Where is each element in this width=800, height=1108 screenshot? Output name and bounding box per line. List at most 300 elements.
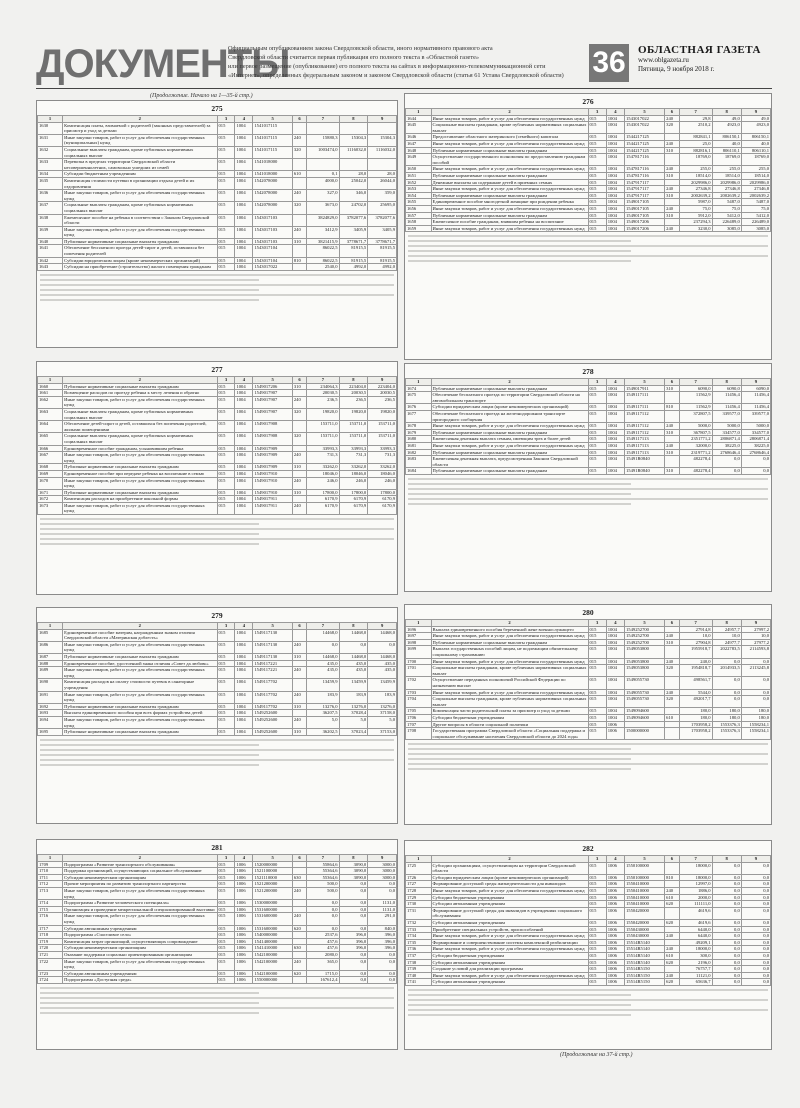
amount-cell: 2029986,0	[679, 179, 712, 186]
code-cell	[665, 199, 680, 206]
code-cell: 1004	[235, 653, 253, 660]
code-cell: 1653	[406, 186, 432, 193]
table-row	[406, 689, 771, 696]
column-number-row: 1 2 3 4 5 6 7 8 9	[406, 620, 771, 627]
code-cell: 1004	[606, 456, 624, 468]
amount-cell: 339577,0	[741, 410, 770, 422]
code-cell: 1006	[235, 861, 253, 868]
amount-cell: 153711,0	[368, 433, 397, 445]
code-cell: 1530000000	[253, 900, 292, 907]
amount-cell: 33993,3	[339, 445, 368, 452]
amount-cell: 4619,6	[679, 919, 712, 926]
table-row	[38, 159, 397, 171]
code-cell: 1549053800	[625, 665, 665, 677]
code-cell: 1004	[606, 385, 624, 392]
amount-cell: 1116032,0	[339, 146, 368, 158]
code-cell: 1631	[38, 134, 63, 146]
code-cell: 1004	[606, 225, 624, 232]
table-row	[406, 115, 771, 122]
code-cell: 015	[588, 677, 606, 689]
table-row	[406, 881, 771, 888]
code-cell: 015	[217, 970, 235, 977]
code-cell	[292, 660, 306, 667]
row-description: Субсидии юридическим лицам (кроме некоммерческих организаций)	[431, 404, 588, 411]
table-continuation-lines	[40, 987, 394, 1014]
row-description: Единовременное пособие матерям, награжденным знаком отличия Свердловской области «Материнская доблесть»	[63, 629, 217, 641]
amount-cell: 18514,0	[741, 172, 770, 179]
amount-cell: 0,0	[712, 966, 741, 973]
amount-cell: 3085,0	[741, 225, 770, 232]
amount-cell	[307, 122, 339, 134]
code-cell: 015	[588, 154, 606, 166]
code-cell: 1549017105	[625, 199, 665, 206]
code-cell: 1531600000	[253, 913, 292, 925]
code-cell: 1549055730	[625, 689, 665, 696]
budget-table	[37, 622, 397, 736]
amount-cell: 2029986,0	[712, 179, 741, 186]
code-cell: 630	[292, 874, 306, 881]
amount-cell: 111111,0	[679, 901, 712, 908]
code-cell: 320	[292, 202, 306, 214]
table-row	[38, 887, 397, 899]
table-row	[406, 199, 771, 206]
amount-cell: 81915,5	[339, 245, 368, 257]
code-cell: 015	[217, 906, 235, 913]
code-cell: 1521100000	[253, 868, 292, 875]
amount-cell: 86022,5	[307, 245, 339, 257]
code-cell: 1549055730	[625, 696, 665, 708]
code-cell	[665, 134, 680, 141]
amount-cell: 13459,9	[339, 679, 368, 691]
code-cell: 1549117111	[625, 392, 665, 404]
amount-cell: 0,0	[712, 939, 741, 946]
row-description: Иные закупки товаров, работ и услуг для обеспечения государственных нужд	[431, 423, 588, 430]
table-row	[38, 881, 397, 888]
code-cell: 1672	[38, 496, 63, 503]
code-cell: 1547817116	[625, 172, 665, 179]
amount-cell	[339, 159, 368, 171]
row-description: Компенсация затрат организаций, осуществляющих сопровождение	[63, 938, 217, 945]
code-cell	[665, 219, 680, 226]
code-cell: 015	[588, 115, 606, 122]
code-cell: 240	[292, 641, 306, 653]
code-cell: 1006	[235, 951, 253, 958]
code-cell: 1004	[235, 264, 253, 271]
amount-cell: 180,0	[679, 714, 712, 721]
code-cell	[292, 214, 306, 226]
row-description: Иные закупки товаров, работ и услуг для обеспечения государственных нужд	[63, 452, 217, 464]
code-cell: 1006	[606, 959, 624, 966]
code-cell: 320	[292, 408, 306, 420]
code-cell: 1006	[606, 862, 624, 874]
code-cell: 1004	[606, 436, 624, 443]
amount-cell: 1955918,7	[679, 646, 712, 658]
row-description: Публичные нормативные социальные выплаты гражданам	[63, 464, 217, 471]
table-row	[406, 449, 771, 456]
code-cell: 620	[665, 919, 680, 926]
code-cell	[292, 861, 306, 868]
amount-cell: 55364,6	[307, 868, 339, 875]
code-cell: 1707	[406, 721, 432, 728]
code-cell: 015	[588, 721, 606, 728]
row-description: Иные закупки товаров, работ и услуг для обеспечения государственных нужд	[63, 667, 217, 679]
code-cell: 1549117702	[253, 703, 292, 710]
amount-cell: 13276,0	[307, 703, 339, 710]
amount-cell: 0,0	[307, 925, 339, 932]
row-description: Публичные нормативные социальные выплаты гражданам	[63, 383, 217, 390]
row-description: Перевозка в пределах территории Свердловской области несовершеннолетних, самовольно ушедших из семей	[63, 159, 217, 171]
code-cell: 015	[217, 951, 235, 958]
code-cell: 1004	[235, 421, 253, 433]
code-cell: 1500000000	[625, 728, 665, 740]
amount-cell: 2806871,4	[712, 436, 741, 443]
amount-cell: 0,0	[741, 689, 770, 696]
amount-cell: 500,0	[307, 887, 339, 899]
code-cell: 1633	[38, 159, 63, 171]
amount-cell: 20030,5	[339, 390, 368, 397]
table-row	[38, 938, 397, 945]
code-cell: 240	[292, 396, 306, 408]
table-continuation-lines	[408, 743, 768, 770]
amount-cell: 49209,1	[679, 939, 712, 946]
table-row	[406, 874, 771, 881]
table-row	[38, 710, 397, 717]
code-cell: 620	[665, 959, 680, 966]
amount-cell: 731,3	[307, 452, 339, 464]
amount-cell: 435,0	[368, 667, 397, 679]
amount-cell: 339577,0	[712, 410, 741, 422]
table-row	[38, 477, 397, 489]
amount-cell: 1116032,0	[368, 146, 397, 158]
row-description: Субсидии автономным учреждениям	[431, 919, 588, 926]
code-cell: 1710	[38, 868, 63, 875]
code-cell: 1649	[406, 154, 432, 166]
code-cell: 015	[588, 392, 606, 404]
amount-cell: 33993,3	[368, 445, 397, 452]
amount-cell: 2196,0	[679, 959, 712, 966]
panel-title: 281	[211, 843, 223, 852]
table-row	[38, 421, 397, 433]
code-cell: 1004	[606, 172, 624, 179]
table-row	[38, 906, 397, 913]
row-description: Обеспечение бесплатного проезда по территории Свердловской области на автомобильном транспорте	[431, 392, 588, 404]
newspaper-info	[638, 44, 778, 74]
code-cell: 1549053800	[625, 646, 665, 658]
amount-cell: 27346,8	[741, 186, 770, 193]
code-cell: 240	[665, 946, 680, 953]
code-cell	[292, 938, 306, 945]
code-cell: 1549117113	[625, 436, 665, 443]
code-cell: 1701	[406, 665, 432, 677]
code-cell: 240	[292, 502, 306, 514]
amount-cell: 498561,7	[679, 677, 712, 689]
table-row	[406, 468, 771, 475]
masthead	[36, 40, 772, 90]
table-row	[406, 979, 771, 986]
code-cell: 1668	[38, 464, 63, 471]
code-cell: 1004	[235, 433, 253, 445]
row-description: Подпрограмма «Счастливое село»	[63, 932, 217, 939]
code-cell: 1549017105	[625, 205, 665, 212]
row-description: Публичные нормативные социальные выплаты гражданам	[431, 212, 588, 219]
code-cell: 1659	[406, 225, 432, 232]
code-cell: 015	[588, 186, 606, 193]
code-cell: 015	[588, 633, 606, 640]
amount-cell: 25,0	[679, 140, 712, 147]
amount-cell: 255,0	[741, 166, 770, 173]
code-cell: 1521200000	[253, 887, 292, 899]
row-description: Субсидии автономным учреждениям	[431, 901, 588, 908]
code-cell: 1004	[606, 708, 624, 715]
amount-cell: 1553376,3	[712, 728, 741, 740]
code-cell: 015	[588, 926, 606, 933]
table-row	[38, 629, 397, 641]
table-row	[38, 383, 397, 390]
amount-cell: 234064,3	[307, 383, 339, 390]
amount-cell: 0,0	[741, 959, 770, 966]
code-cell: 320	[292, 146, 306, 158]
amount-cell: 0,0	[741, 952, 770, 959]
row-description: Публичные нормативные социальные выплаты гражданам	[63, 729, 217, 736]
amount-cell: 65636,7	[679, 979, 712, 986]
amount-cell: 3230,0	[679, 225, 712, 232]
table-panel-276	[404, 93, 772, 360]
code-cell: 240	[292, 134, 306, 146]
amount-cell: 0,0	[368, 881, 397, 888]
amount-cell: 18000,0	[679, 862, 712, 874]
amount-cell: 236,5	[307, 396, 339, 408]
code-cell: 1727	[406, 881, 432, 888]
code-cell: 1547817116	[625, 154, 665, 166]
amount-cell: 11121,0	[679, 972, 712, 979]
amount-cell: 0,0	[339, 977, 368, 984]
code-cell: 1550420000	[625, 907, 665, 919]
amount-cell: 0,0	[741, 874, 770, 881]
code-cell: 1549117113	[625, 442, 665, 449]
amount-cell: 3673,0	[307, 202, 339, 214]
row-description: Публичные нормативные социальные выплаты гражданам	[63, 489, 217, 496]
table-row	[406, 429, 771, 436]
code-cell: 1681	[406, 442, 432, 449]
code-cell: 1684	[406, 468, 432, 475]
row-description: Иные закупки товаров, работ и услуг для обеспечения государственных нужд	[431, 933, 588, 940]
code-cell: 015	[217, 489, 235, 496]
row-description: Иные закупки товаров, работ и услуг для обеспечения государственных нужд	[431, 972, 588, 979]
row-description: Денежные выплаты на содержание детей в приемных семьях	[431, 179, 588, 186]
code-cell: 1657	[406, 212, 432, 219]
continuation-note: (Продолжение. Начало на 1—35-й стр.)	[150, 93, 253, 99]
code-cell: 1549117130	[253, 653, 292, 660]
code-cell: 015	[588, 429, 606, 436]
amount-cell: 5412,0	[712, 212, 741, 219]
newspaper-site[interactable]: www.oblgazeta.ru	[638, 56, 689, 64]
code-cell: 1713	[38, 887, 63, 899]
row-description: Обеспечение бесплатного проезда на железнодорожном транспорте пригородного сообщения	[431, 410, 588, 422]
amount-cell: 6170,9	[339, 496, 368, 503]
code-cell: 320	[665, 665, 680, 677]
amount-cell: 1715,0	[307, 970, 339, 977]
row-description: Субсидии организациям, осуществляющим на территории Свердловской области	[431, 862, 588, 874]
amount-cell: 246,0	[368, 477, 397, 489]
code-cell: 1006	[235, 970, 253, 977]
code-cell: 1648	[406, 147, 432, 154]
code-cell: 1006	[606, 919, 624, 926]
code-cell: 015	[217, 470, 235, 477]
amount-cell: 11456,4	[712, 404, 741, 411]
code-cell: 310	[665, 639, 680, 646]
code-cell: 1004	[606, 468, 624, 475]
code-cell: 1637	[38, 202, 63, 214]
table-row	[406, 926, 771, 933]
code-cell: 15514R5140	[625, 959, 665, 966]
code-cell: 1004	[606, 404, 624, 411]
code-cell: 015	[217, 421, 235, 433]
table-row	[38, 861, 397, 868]
amount-cell: 25695,0	[368, 202, 397, 214]
code-cell: 1676	[406, 404, 432, 411]
code-cell: 1004	[606, 410, 624, 422]
amount-cell: 0,0	[339, 887, 368, 899]
amount-cell: 18046,0	[368, 470, 397, 477]
amount-cell: 435,0	[307, 660, 339, 667]
amount-cell: 0,0	[741, 696, 770, 708]
code-cell: 015	[588, 122, 606, 134]
amount-cell: 0,0	[339, 906, 368, 913]
amount-cell: 153711,0	[307, 421, 339, 433]
code-cell	[292, 264, 306, 271]
amount-cell: 0,0	[741, 946, 770, 953]
row-description: Социальные выплаты гражданам, кроме публичных нормативных социальных выплат	[63, 146, 217, 158]
amount-cell: 19820,0	[368, 408, 397, 420]
code-cell: 015	[217, 691, 235, 703]
code-cell: 1004	[235, 716, 253, 728]
amount-cell: 4923,0	[741, 122, 770, 134]
table-row	[406, 952, 771, 959]
amount-cell: 6440,0	[679, 933, 712, 940]
amount-cell: 0,0	[368, 887, 397, 899]
code-cell: 1542100000	[253, 951, 292, 958]
code-cell: 1004	[235, 171, 253, 178]
code-cell: 310	[665, 212, 680, 219]
code-cell: 1666	[38, 445, 63, 452]
table-row	[406, 225, 771, 232]
code-cell: 1718	[38, 932, 63, 939]
amount-cell: 5,0	[368, 716, 397, 728]
code-cell: 1006	[235, 913, 253, 925]
code-cell: 015	[588, 449, 606, 456]
code-cell: 1550410000	[625, 881, 665, 888]
code-cell: 320	[665, 122, 680, 134]
amount-cell: 4992,0	[339, 264, 368, 271]
code-cell: 015	[588, 933, 606, 940]
amount-cell: 0,0	[712, 946, 741, 953]
code-cell: 1004	[606, 192, 624, 199]
row-description: Ежемесячная денежная выплата семьям, имеющим трех и более детей	[431, 436, 588, 443]
amount-cell: 0,0	[339, 900, 368, 907]
code-cell: 1711	[38, 874, 63, 881]
amount-cell: 0,0	[741, 881, 770, 888]
code-cell: 1549117113	[625, 449, 665, 456]
code-cell	[292, 906, 306, 913]
row-description: Субсидии на приобретение (строительство) жилого помещения гражданам	[63, 264, 217, 271]
amount-cell: 806110,1	[712, 147, 741, 154]
code-cell: 15514R5140	[625, 952, 665, 959]
code-cell: 1004	[606, 140, 624, 147]
amount-cell: 2002639,2	[741, 192, 770, 199]
table-row	[406, 626, 771, 633]
code-cell: 1719	[38, 938, 63, 945]
amount-cell	[307, 159, 339, 171]
amount-cell: 0,0	[307, 900, 339, 907]
issue-date: Пятница, 9 ноября 2018 г.	[638, 65, 715, 73]
amount-cell: 5987,0	[679, 199, 712, 206]
code-cell: 1550000000	[253, 977, 292, 984]
table-row	[38, 445, 397, 452]
row-description: Публичные нормативные социальные выплаты гражданам	[431, 429, 588, 436]
code-cell: 015	[588, 714, 606, 721]
amount-cell: 0,0	[741, 972, 770, 979]
row-description: Иные закупки товаров, работ и услуг для обеспечения государственных нужд	[63, 502, 217, 514]
code-cell: 015	[217, 177, 235, 189]
amount-cell: 0,0	[368, 977, 397, 984]
table-row	[38, 691, 397, 703]
table-row	[38, 641, 397, 653]
amount-cell: 14468,0	[339, 653, 368, 660]
code-cell: 1006	[606, 887, 624, 894]
code-cell: 1542100000	[253, 958, 292, 970]
code-cell: 1542078000	[253, 177, 292, 189]
table-row	[406, 154, 771, 166]
amount-cell: 346,0	[339, 190, 368, 202]
amount-cell: 731,3	[368, 452, 397, 464]
code-cell	[292, 122, 306, 134]
code-cell	[665, 179, 680, 186]
table-row	[38, 408, 397, 420]
code-cell	[625, 721, 665, 728]
code-cell: 015	[217, 977, 235, 984]
amount-cell: 37153,0	[368, 729, 397, 736]
amount-cell: 0,0	[307, 906, 339, 913]
row-description: Выплата единовременного пособия беременной жене военнослужащего	[431, 626, 588, 633]
code-cell: 015	[588, 972, 606, 979]
code-cell: 240	[292, 667, 306, 679]
code-cell: 1737	[406, 952, 432, 959]
amount-cell: 5912,0	[679, 212, 712, 219]
row-description: Субсидии юридическим лицам (кроме некоммерческих организаций)	[431, 874, 588, 881]
code-cell: 240	[292, 691, 306, 703]
code-cell: 015	[217, 729, 235, 736]
code-cell: 1004	[235, 122, 253, 134]
code-cell	[665, 392, 680, 404]
code-cell	[665, 728, 680, 740]
amount-cell: 13459,9	[307, 679, 339, 691]
amount-cell: 3085,0	[712, 225, 741, 232]
code-cell: 015	[217, 171, 235, 178]
table-continuation-lines	[40, 739, 394, 766]
code-cell: 310	[665, 172, 680, 179]
code-cell	[292, 900, 306, 907]
row-description: Субсидии автономным учреждениям	[431, 959, 588, 966]
row-description: Выплата государственных пособий лицам, не подлежащим обязательному социальному страхованию	[431, 646, 588, 658]
amount-cell: 0,0	[712, 881, 741, 888]
table-row	[406, 677, 771, 689]
amount-cell: 24977,7	[712, 639, 741, 646]
code-cell: 1656	[406, 205, 432, 212]
code-cell: 1643	[38, 264, 63, 271]
row-description: Компенсация платы, взимаемой с родителей (законных представителей) за присмотр и уход за детьми	[63, 122, 217, 134]
amount-cell: 882816,1	[679, 147, 712, 154]
amount-cell: 5487,0	[741, 199, 770, 206]
